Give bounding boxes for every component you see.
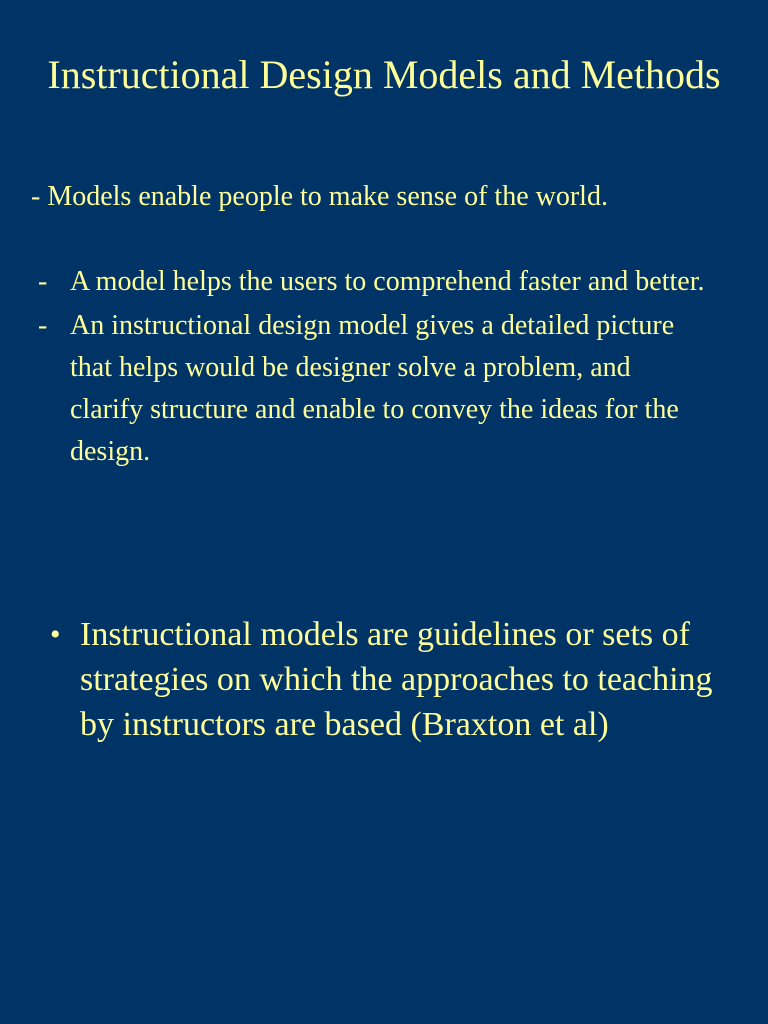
bullet-list-item [0,612,740,747]
dash-list-item [0,261,710,303]
bullet-marker: • [50,618,61,651]
dash-list [0,261,768,475]
dash-marker: - [38,310,48,341]
slide-title: Instructional Design Models and Methods [47,52,721,97]
intro-text: - Models enable people to make sense of the world. [31,181,608,212]
dash-item-text: An instructional design model gives a detailed picture that helps would be designer solve a problem, and clarify structure and enable to convey the ideas for the design. [70,310,679,467]
bullet-item-text: Instructional models are guidelines or sets of strategies on which the approaches to teaching by instructors are based (Braxton et al) [80,616,713,743]
dash-marker: - [38,266,48,297]
dash-list-item [0,305,710,473]
dash-item-text: A model helps the users to comprehend faster and better. [70,266,705,297]
bullet-list [0,612,768,747]
